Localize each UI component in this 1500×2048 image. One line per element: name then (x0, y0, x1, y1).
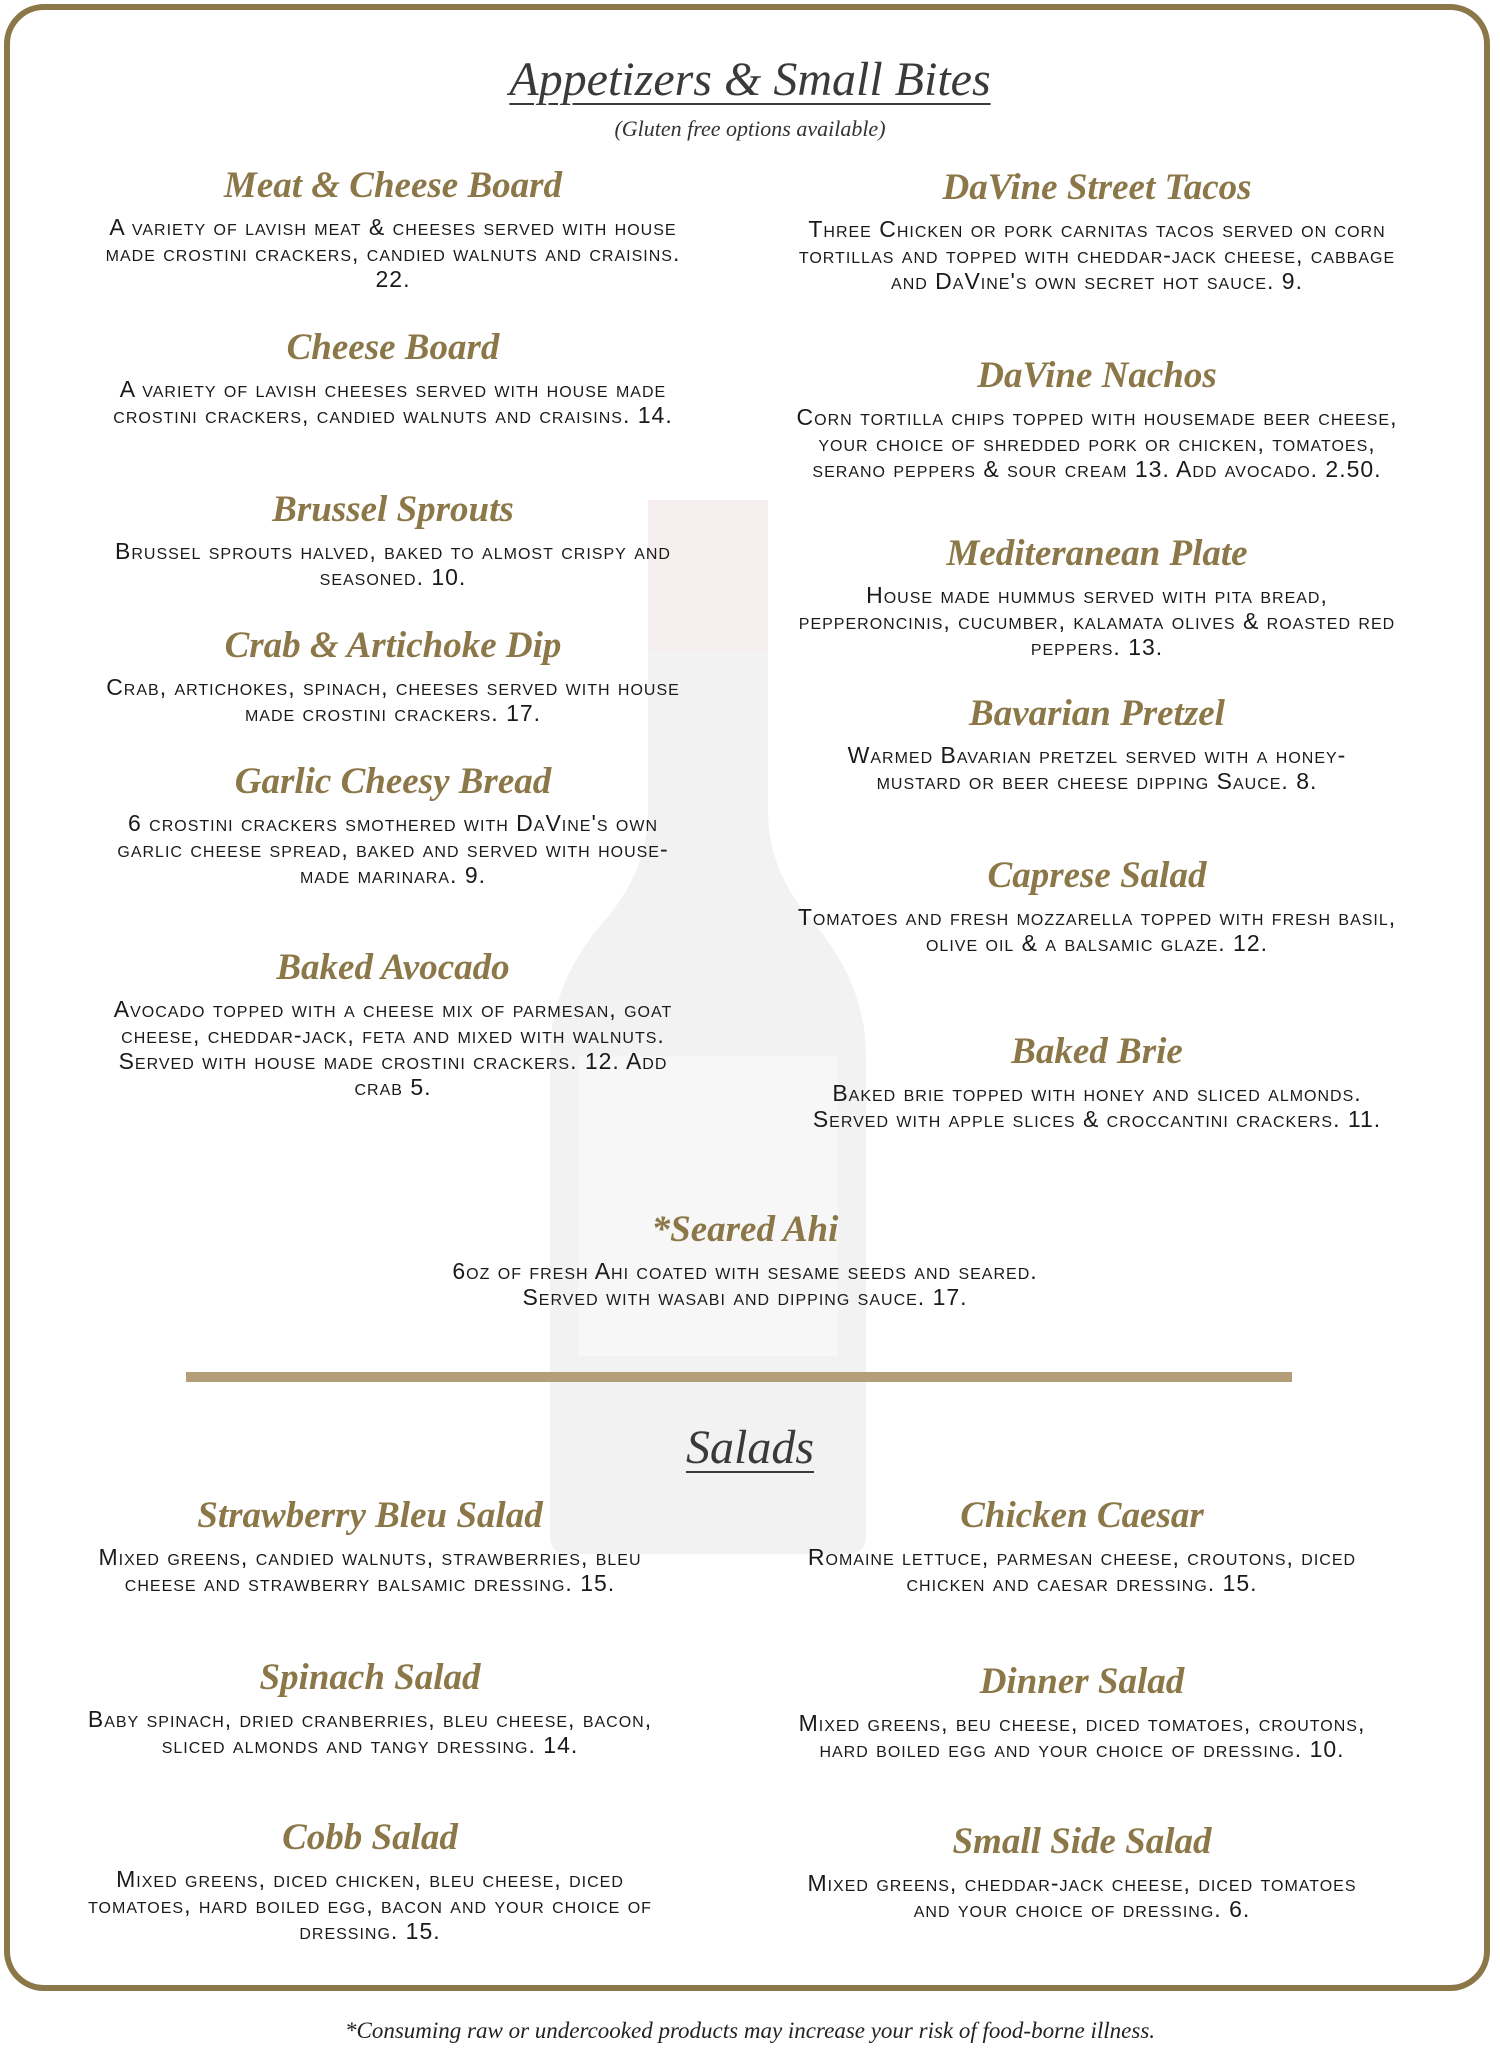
item-name: Baked Brie (1011, 1031, 1183, 1072)
item-name: Brussel Sprouts (272, 489, 514, 530)
menu-item (96, 164, 690, 292)
item-name: DaVine Street Tacos (942, 167, 1252, 208)
menu-item (792, 532, 1402, 660)
item-name: *Seared Ahi (651, 1209, 839, 1250)
salads-title: Salads (685, 1421, 814, 1474)
item-description: Crab, artichokes, spinach, cheeses served with house made crostini crackers. 17. (106, 674, 680, 726)
item-name: Crab & Artichoke Dip (224, 625, 562, 666)
item-description: Three Chicken or pork carnitas tacos served on corn tortillas and topped with cheddar-jack cheese, cabbage and DaVine's own secret hot sauce. 9. (798, 216, 1396, 294)
item-description: Mixed greens, beu cheese, diced tomatoes, croutons, hard boiled egg and your choice of dressing. 10. (798, 1710, 1366, 1762)
item-description: Corn tortilla chips topped with housemade beer cheese, your choice of shredded pork or chicken, tomatoes, serano peppers & sour cream 13. Add avocado. 2.50. (796, 404, 1398, 482)
item-description: House made hummus served with pita bread, pepperoncinis, cucumber, kalamata olives & roasted red peppers. 13. (798, 582, 1396, 660)
item-description: Warmed Bavarian pretzel served with a honey-mustard or beer cheese dipping Sauce. 8. (847, 742, 1347, 794)
menu-item (106, 326, 680, 428)
gluten-free-note: (Gluten free options available) (614, 116, 886, 141)
menu-item (776, 1660, 1388, 1762)
item-description: Mixed greens, candied walnuts, strawberries, bleu cheese and strawberry balsamic dressing. 15. (98, 1544, 642, 1596)
menu-item (786, 1820, 1378, 1922)
menu-item (812, 1030, 1382, 1132)
item-description: Tomatoes and fresh mozzarella topped with fresh basil, olive oil & a balsamic glaze. 12. (797, 904, 1397, 956)
item-description: A variety of lavish meat & cheeses served with house made crostini crackers, candied walnuts and craisins. 22. (105, 214, 681, 292)
menu-item (70, 1816, 670, 1944)
item-name: Cheese Board (286, 327, 500, 368)
item-description: Mixed greens, cheddar-jack cheese, diced tomatoes and your choice of dressing. 6. (807, 1870, 1357, 1922)
appetizers-title: Appetizers & Small Bites (509, 53, 991, 106)
item-name: Meat & Cheese Board (223, 165, 563, 206)
menu-item (96, 946, 690, 1100)
menu-item (812, 692, 1382, 794)
menu-item (786, 1494, 1378, 1596)
item-name: Small Side Salad (952, 1821, 1212, 1862)
footnote: *Consuming raw or undercooked products may increase your risk of food-borne illness. (344, 2018, 1156, 2043)
item-name: Dinner Salad (979, 1661, 1185, 1702)
item-name: Mediteranean Plate (946, 533, 1248, 574)
item-description: 6 crostini crackers smothered with DaVine's own garlic cheese spread, baked and served with house-made marinara. 9. (117, 810, 669, 888)
menu-item (96, 624, 690, 726)
item-name: Strawberry Bleu Salad (197, 1495, 543, 1536)
item-name: Garlic Cheesy Bread (234, 761, 552, 802)
item-name: Baked Avocado (276, 947, 510, 988)
item-description: A variety of lavish cheeses served with house made crostini crackers, candied walnuts and craisins. 14. (113, 376, 673, 428)
item-description: Brussel sprouts halved, baked to almost crispy and seasoned. 10. (115, 538, 671, 590)
item-description: Romaine lettuce, parmesan cheese, croutons, diced chicken and caesar dressing. 15. (807, 1544, 1357, 1596)
menu-item (792, 854, 1402, 956)
menu-item (440, 1208, 1050, 1310)
menu-item (792, 166, 1402, 294)
menu-item (792, 354, 1402, 482)
item-description: Baby spinach, dried cranberries, bleu cheese, bacon, sliced almonds and tangy dressing. 14. (87, 1706, 653, 1758)
item-name: Caprese Salad (987, 855, 1207, 896)
item-name: Bavarian Pretzel (969, 693, 1225, 734)
section-divider (186, 1372, 1292, 1382)
item-name: DaVine Nachos (977, 355, 1217, 396)
item-name: Spinach Salad (259, 1657, 481, 1698)
menu-item (106, 760, 680, 888)
item-description: Mixed greens, diced chicken, bleu cheese, diced tomatoes, hard boiled egg, bacon and your choice of dressing. 15. (88, 1866, 652, 1944)
item-name: Cobb Salad (282, 1817, 458, 1858)
item-name: Chicken Caesar (960, 1495, 1204, 1536)
menu-item (80, 1656, 660, 1758)
menu-item (70, 1494, 670, 1596)
menu-item (106, 488, 680, 590)
item-description: 6oz of fresh Ahi coated with sesame seeds and seared. Served with wasabi and dipping sauce. 17. (452, 1258, 1038, 1310)
item-description: Avocado topped with a cheese mix of parmesan, goat cheese, cheddar-jack, feta and mixed with walnuts. Served with house made crostini crackers. 12. Add crab 5. (113, 996, 673, 1100)
item-description: Baked brie topped with honey and sliced almonds. Served with apple slices & croccantini crackers. 11. (812, 1080, 1382, 1132)
